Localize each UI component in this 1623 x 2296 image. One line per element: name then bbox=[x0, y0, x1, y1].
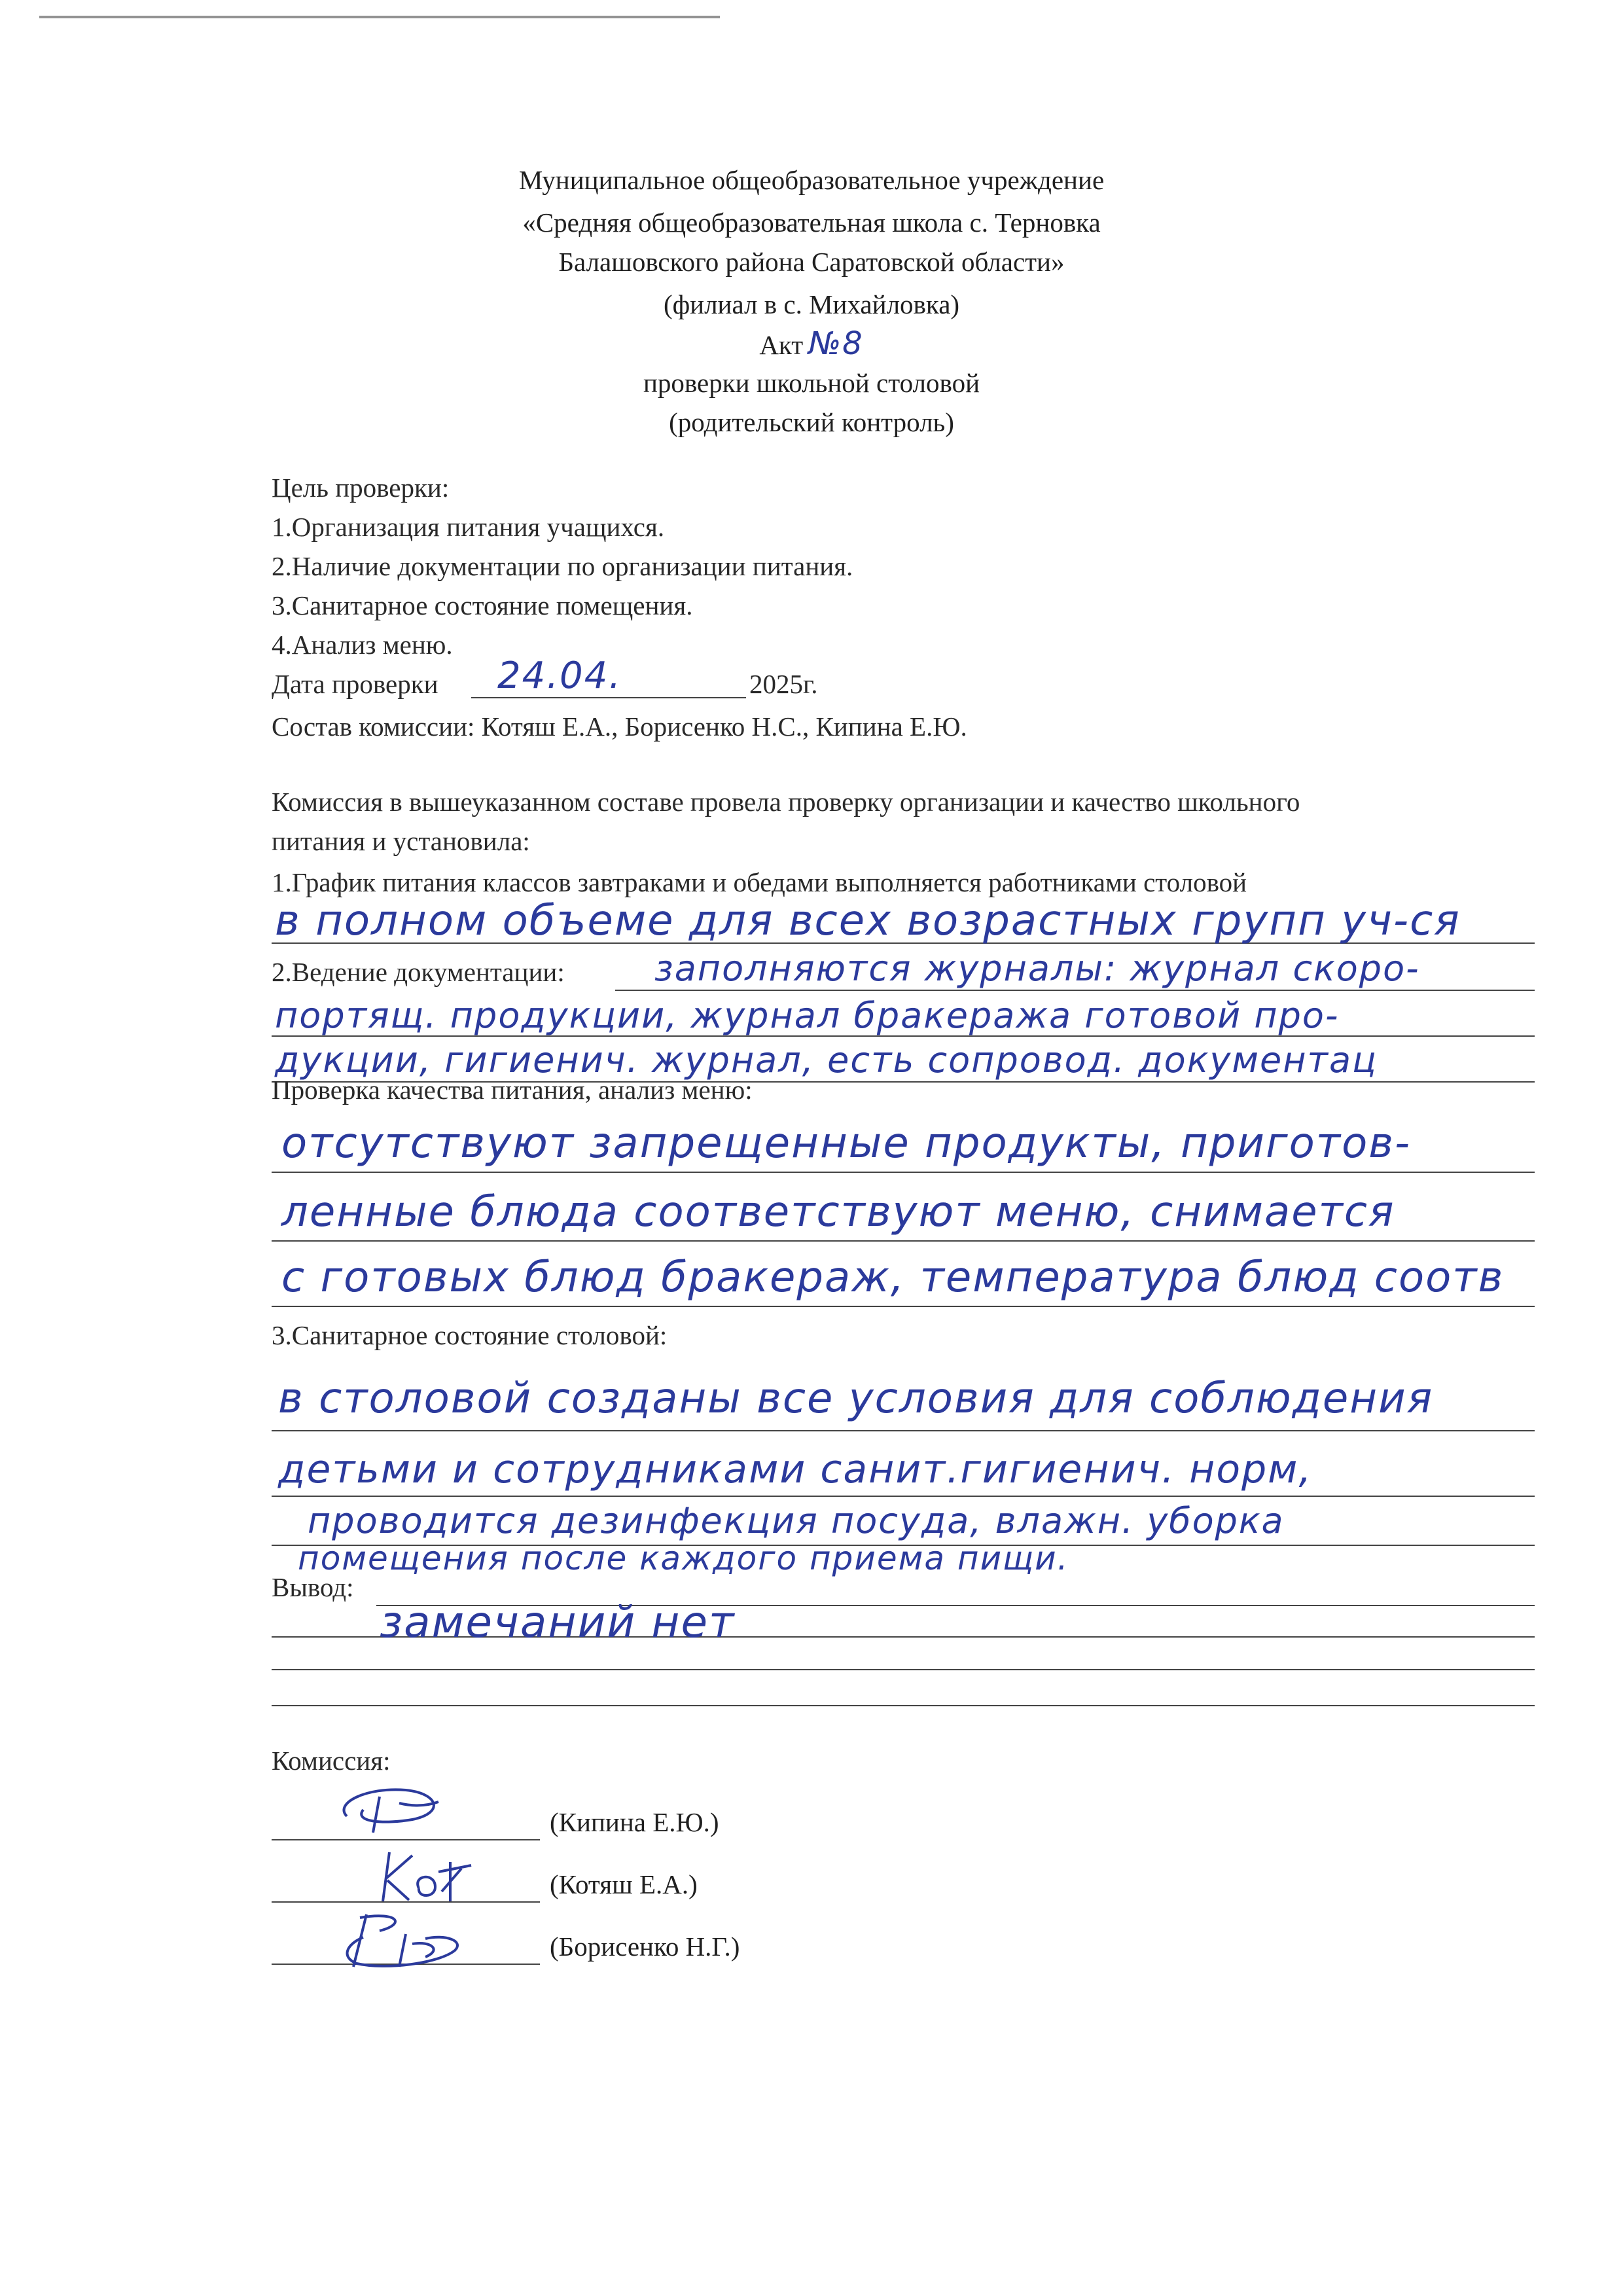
section-4-answer-line-4: помещения после каждого приема пищи. bbox=[298, 1539, 1069, 1577]
section-4-rule-1 bbox=[272, 1430, 1535, 1431]
section-2-answer-line-3: дукции, гигиенич. журнал, есть сопровод. документац bbox=[275, 1039, 1378, 1081]
section-3-rule-1 bbox=[272, 1172, 1535, 1173]
section-1-answer-line-1: в полном объеме для всех возрастных групп уч-ся bbox=[275, 897, 1461, 945]
purpose-item-1: 1.Организация питания учащихся. bbox=[272, 512, 665, 542]
signature-name-3: (Борисенко Н.Г.) bbox=[550, 1931, 740, 1962]
institution-line-3: Балашовского района Саратовской области» bbox=[558, 247, 1065, 277]
section-2-title: 2.Ведение документации: bbox=[272, 957, 565, 987]
date-year: 2025г. bbox=[749, 669, 818, 699]
purpose-item-3: 3.Санитарное состояние помещения. bbox=[272, 590, 693, 620]
scan-edge-mark bbox=[39, 16, 720, 18]
section-3-answer-line-1: отсутствуют запрещенные продукты, приготов- bbox=[281, 1119, 1412, 1168]
section-2-rule-1 bbox=[615, 990, 1535, 991]
section-2-answer-line-1: заполняются журналы: журнал скоро- bbox=[654, 948, 1420, 989]
purpose-item-2: 2.Наличие документации по организации питания. bbox=[272, 551, 853, 581]
commission-composition: Состав комиссии: Котяш Е.А., Борисенко Н.С., Кипина Е.Ю. bbox=[272, 711, 967, 742]
section-3-answer-line-2: ленные блюда соответствуют меню, снимается bbox=[281, 1188, 1395, 1236]
section-4-title: 3.Санитарное состояние столовой: bbox=[272, 1320, 668, 1350]
section-4-answer-line-2: детьми и сотрудниками санит.гигиенич. норм, bbox=[278, 1446, 1313, 1492]
conclusion-label: Вывод: bbox=[272, 1572, 354, 1602]
section-2-answer-line-2: портящ. продукции, журнал бракеража готовой про- bbox=[275, 995, 1340, 1036]
purpose-item-4: 4.Анализ меню. bbox=[272, 630, 453, 660]
signature-borisenko bbox=[327, 1905, 471, 1977]
intro-line-2: питания и установила: bbox=[272, 826, 530, 856]
act-label: Акт bbox=[759, 330, 804, 360]
institution-line-1: Муниципальное общеобразовательное учреждение bbox=[518, 165, 1105, 195]
date-underline bbox=[471, 697, 746, 698]
signature-kotyash bbox=[373, 1842, 504, 1908]
section-3-rule-3 bbox=[272, 1306, 1535, 1307]
intro-line-1: Комиссия в вышеуказанном составе провела проверку организации и качество школьного bbox=[272, 787, 1300, 817]
section-3-title: Проверка качества питания, анализ меню: bbox=[272, 1075, 753, 1105]
date-label: Дата проверки bbox=[272, 669, 438, 699]
section-4-answer-line-1: в столовой созданы все условия для соблюдения bbox=[278, 1374, 1434, 1423]
commission-title: Комиссия: bbox=[272, 1746, 391, 1776]
conclusion-rule-3 bbox=[272, 1669, 1535, 1670]
purpose-title: Цель проверки: bbox=[272, 473, 450, 503]
act-subtitle: проверки школьной столовой bbox=[643, 368, 980, 398]
act-number-handwritten: №8 bbox=[808, 325, 864, 362]
section-1-title: 1.График питания классов завтраками и обедами выполняется работниками столовой bbox=[272, 867, 1247, 897]
section-3-answer-line-3: с готовых блюд бракераж, температура блюд соотв bbox=[281, 1253, 1505, 1302]
conclusion-rule-4 bbox=[272, 1705, 1535, 1706]
signature-kipina bbox=[327, 1777, 458, 1842]
conclusion-answer: замечаний нет bbox=[380, 1597, 736, 1647]
section-4-answer-line-3: проводится дезинфекция посуда, влажн. уборка bbox=[308, 1500, 1285, 1541]
date-value-handwritten: 24.04. bbox=[497, 655, 622, 697]
act-subtitle-2: (родительский контроль) bbox=[669, 407, 954, 437]
signature-name-1: (Кипина Е.Ю.) bbox=[550, 1807, 719, 1837]
branch-line: (филиал в с. Михайловка) bbox=[663, 289, 960, 319]
institution-line-2: «Средняя общеобразовательная школа с. Терновка bbox=[522, 207, 1101, 238]
section-3-rule-2 bbox=[272, 1240, 1535, 1242]
signature-name-2: (Котяш Е.А.) bbox=[550, 1869, 698, 1899]
section-4-rule-2 bbox=[272, 1496, 1535, 1497]
